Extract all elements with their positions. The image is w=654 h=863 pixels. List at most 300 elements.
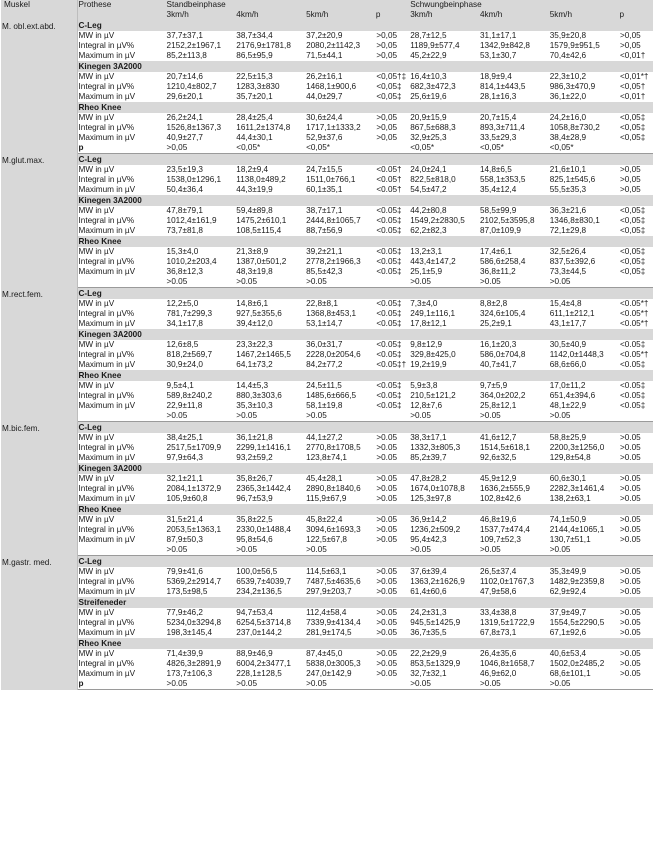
value-cell: 35,8±22,5 xyxy=(236,515,273,524)
value-cell: >0.05 xyxy=(305,277,375,288)
value-cell: 38,7±34,4 xyxy=(236,31,273,40)
prosthesis-name: C-Leg xyxy=(77,288,653,300)
value-cell: 25,1±5,9 xyxy=(410,267,442,276)
value-cell: 71,4±39,9 xyxy=(166,649,203,658)
p-value-cell: >0,05 xyxy=(618,185,653,195)
p-value-cell: >0.05 xyxy=(375,525,409,535)
p-value-cell: <0.05‡ xyxy=(618,340,653,350)
p-value-cell: >0,05 xyxy=(375,133,409,143)
value-cell: >0.05 xyxy=(549,545,619,556)
value-cell: 31,5±21,4 xyxy=(166,515,203,524)
value-cell: 237,0±144,2 xyxy=(236,628,282,637)
row-label xyxy=(77,545,166,556)
value-cell: 1674,0±1078,8 xyxy=(410,484,465,493)
p-value-cell: <0,01† xyxy=(618,92,653,102)
p-value-cell: <0,05‡ xyxy=(618,226,653,236)
value-cell: 88,7±56,9 xyxy=(306,226,343,235)
value-cell: 7,3±4,0 xyxy=(410,299,438,308)
value-cell: 44,1±27,2 xyxy=(306,433,343,442)
value-cell: 53,1±30,7 xyxy=(479,51,517,60)
value-cell: 1342,9±842,8 xyxy=(479,41,530,50)
value-cell: 837,5±392,6 xyxy=(549,257,596,266)
value-cell: 825,1±545,6 xyxy=(549,175,596,184)
row-label: Integral in µV% xyxy=(78,82,135,91)
value-cell: 85,5±42,3 xyxy=(306,267,343,276)
header-muskel: Muskel xyxy=(1,0,77,20)
value-cell: 44,0±29,7 xyxy=(306,92,343,101)
value-cell: 92,6±32,5 xyxy=(479,453,517,462)
row-label: MW in µV xyxy=(78,72,115,81)
value-cell: 33,5±29,3 xyxy=(479,133,517,142)
table-row xyxy=(1,679,653,690)
value-cell: 17,0±11,2 xyxy=(549,381,586,390)
value-cell: 32,1±21,1 xyxy=(166,474,203,483)
value-cell: 35,9±20,8 xyxy=(549,31,587,40)
value-cell: 12,8±7,6 xyxy=(410,401,442,410)
value-cell: 1012,4±161,9 xyxy=(166,216,217,225)
p-value-cell: >0.05 xyxy=(618,433,653,443)
p-value-cell: >0.05 xyxy=(618,494,653,504)
value-cell: 586,6±258,4 xyxy=(479,257,526,266)
table-body xyxy=(1,20,653,690)
p-value-cell: >0,05 xyxy=(375,51,409,61)
p-value-cell: <0,05‡ xyxy=(618,206,653,216)
value-cell: >0.05 xyxy=(479,545,549,556)
value-cell: 38,3±17,1 xyxy=(410,433,447,442)
value-cell: 2365,3±1442,4 xyxy=(236,484,291,493)
table-row xyxy=(1,669,653,679)
value-cell: 71,5±44,1 xyxy=(306,51,343,60)
table-row xyxy=(1,567,653,577)
value-cell: 1549,2±2830,5 xyxy=(410,216,465,225)
p-value-cell: >0.05 xyxy=(375,494,409,504)
value-cell: >0.05 xyxy=(166,679,236,690)
row-label: Maximum in µV xyxy=(78,360,136,369)
value-cell: 96,7±53,9 xyxy=(236,494,273,503)
p-value-cell: <0.05‡ xyxy=(375,267,409,277)
value-cell: 37,6±39,4 xyxy=(410,567,447,576)
table-row xyxy=(1,143,653,154)
row-label: Maximum in µV xyxy=(78,133,136,142)
p-value-cell: <0.05† xyxy=(375,165,409,175)
p-value-cell: >0.05 xyxy=(375,443,409,453)
row-label: Integral in µV% xyxy=(78,309,135,318)
p-value-cell: >0.05 xyxy=(375,535,409,545)
header-col: 4km/h xyxy=(479,10,503,19)
p-value-cell: >0,05 xyxy=(618,175,653,185)
value-cell: 85,2±113,8 xyxy=(166,51,207,60)
value-cell: 228,1±128,5 xyxy=(236,669,282,678)
value-cell: 297,9±203,7 xyxy=(306,587,352,596)
value-cell: 35,3±10,3 xyxy=(236,401,273,410)
row-label xyxy=(77,411,166,422)
p-value-cell: <0.05‡† xyxy=(375,360,409,370)
value-cell: 1142,0±1448,3 xyxy=(549,350,604,359)
p-value-cell: <0.05*† xyxy=(618,350,653,360)
p-value-cell: >0.05 xyxy=(375,659,409,669)
value-cell: 114,5±63,1 xyxy=(306,567,347,576)
group-header-row xyxy=(1,370,653,381)
value-cell: 47,8±79,1 xyxy=(166,206,203,215)
p-value-cell: >0.05 xyxy=(375,474,409,484)
p-value-cell: >0,05 xyxy=(618,31,653,41)
value-cell: 1526,8±1367,3 xyxy=(166,123,222,132)
header-col: 3km/h xyxy=(166,10,189,19)
value-cell: 94,7±53,4 xyxy=(236,608,273,617)
value-cell: 73,7±81,8 xyxy=(166,226,203,235)
value-cell: 93,2±59,2 xyxy=(236,453,273,462)
value-cell: 25,6±19,6 xyxy=(410,92,447,101)
value-cell: 1514,5±618,1 xyxy=(479,443,530,452)
p-value-cell xyxy=(375,411,409,422)
value-cell: 37,7±37,1 xyxy=(166,31,203,40)
value-cell: 24,0±24,1 xyxy=(410,165,447,174)
value-cell: 77,9±46,2 xyxy=(166,608,203,617)
value-cell: 20,9±15,9 xyxy=(410,113,447,122)
group-header-row xyxy=(1,463,653,474)
value-cell: 61,4±60,6 xyxy=(410,587,447,596)
value-cell: 2144,4±1065,1 xyxy=(549,525,605,534)
p-value-cell xyxy=(618,411,653,422)
value-cell: 1537,7±474,4 xyxy=(479,525,530,534)
value-cell: 45,4±28,1 xyxy=(306,474,343,483)
p-value-cell: <0.05‡ xyxy=(375,340,409,350)
table-row xyxy=(1,453,653,463)
value-cell: 125,3±97,8 xyxy=(410,494,452,503)
value-cell: 38,4±28,9 xyxy=(549,133,587,142)
row-label: MW in µV xyxy=(78,165,115,174)
value-cell: 138,2±63,1 xyxy=(549,494,591,503)
value-cell: 67,8±73,1 xyxy=(479,628,517,637)
row-label: MW in µV xyxy=(78,608,115,617)
p-value-cell: >0.05 xyxy=(618,659,653,669)
p-value-cell: <0,05‡ xyxy=(375,92,409,102)
muscle-name: M.rect.fem. xyxy=(1,288,77,422)
p-value-cell: >0.05 xyxy=(375,587,409,597)
p-value-cell: >0.05 xyxy=(618,515,653,525)
value-cell: 14,8±6,5 xyxy=(479,165,512,174)
value-cell: 59,4±89,8 xyxy=(236,206,273,215)
value-cell: 24,2±31,3 xyxy=(410,608,447,617)
value-cell: >0,05 xyxy=(166,143,236,154)
header-schwungbeinphase: Schwungbeinphase xyxy=(410,0,482,9)
p-value-cell: <0.05‡ xyxy=(375,309,409,319)
table-row xyxy=(1,277,653,288)
value-cell: 1368,8±453,1 xyxy=(306,309,357,318)
prosthesis-name: C-Leg xyxy=(77,556,653,568)
value-cell: 39,2±21,1 xyxy=(306,247,343,256)
muscle-name: M.glut.max. xyxy=(1,154,77,288)
value-cell: 38,4±25,1 xyxy=(166,433,203,442)
p-value-cell: >0.05 xyxy=(375,567,409,577)
row-label: Integral in µV% xyxy=(78,443,135,452)
value-cell: 15,4±4,8 xyxy=(549,299,582,308)
value-cell: 25,8±12,1 xyxy=(479,401,517,410)
value-cell: 85,2±39,7 xyxy=(410,453,447,462)
value-cell: 48,1±22,9 xyxy=(549,401,587,410)
value-cell: 2778,2±1966,3 xyxy=(306,257,361,266)
value-cell: 12,2±5,0 xyxy=(166,299,199,308)
value-cell: 62,9±92,4 xyxy=(549,587,587,596)
p-value-cell: <0,05‡ xyxy=(618,267,653,277)
row-label: MW in µV xyxy=(78,567,115,576)
p-value-cell xyxy=(375,679,409,690)
value-cell: 3094,6±1693,3 xyxy=(306,525,361,534)
value-cell: 58,8±25,9 xyxy=(549,433,587,442)
table-row xyxy=(1,247,653,257)
p-value-cell: <0,05† xyxy=(618,82,653,92)
p-value-cell xyxy=(618,679,653,690)
value-cell: >0.05 xyxy=(479,277,549,288)
value-cell: 54,5±47,2 xyxy=(410,185,447,194)
table-row xyxy=(1,608,653,618)
value-cell: 35,3±49,9 xyxy=(549,567,587,576)
p-value-cell: >0,05 xyxy=(375,123,409,133)
value-cell: 44,4±30,1 xyxy=(236,133,273,142)
p-value-cell: <0.05‡ xyxy=(375,350,409,360)
prosthesis-name: Rheo Knee xyxy=(77,638,653,649)
group-header-row xyxy=(1,597,653,608)
header-standbeinphase: Standbeinphase xyxy=(166,0,226,9)
p-value-cell: >0.05 xyxy=(375,453,409,463)
p-value-cell: >0.05 xyxy=(618,618,653,628)
group-header-row xyxy=(1,329,653,340)
value-cell: 682,3±472,3 xyxy=(410,82,456,91)
value-cell: 72,1±29,8 xyxy=(549,226,587,235)
value-cell: 22,8±8,1 xyxy=(306,299,338,308)
value-cell: 60,1±35,1 xyxy=(306,185,343,194)
muscle-name: M.gastr. med. xyxy=(1,556,77,690)
group-header-row xyxy=(1,504,653,515)
value-cell: 68,6±66,0 xyxy=(549,360,587,369)
table-row xyxy=(1,494,653,504)
value-cell: 23,5±19,3 xyxy=(166,165,203,174)
value-cell: 1210,4±802,7 xyxy=(166,82,217,91)
value-cell: 97,9±64,3 xyxy=(166,453,203,462)
table-row xyxy=(1,92,653,102)
value-cell: 2228,0±2054,6 xyxy=(306,350,361,359)
value-cell: 8,8±2,8 xyxy=(479,299,508,308)
value-cell: 4826,3±2891,9 xyxy=(166,659,222,668)
value-cell: 28,4±25,4 xyxy=(236,113,273,122)
value-cell: 32,5±26,4 xyxy=(549,247,587,256)
value-cell: 58,5±99,9 xyxy=(479,206,517,215)
table-row xyxy=(1,72,653,82)
value-cell: <0,05* xyxy=(479,143,549,154)
p-value-cell: <0.05‡ xyxy=(375,226,409,236)
row-label: Maximum in µV xyxy=(78,453,136,462)
value-cell: 17,8±12,1 xyxy=(410,319,447,328)
value-cell: 41,6±12,7 xyxy=(479,433,517,442)
value-cell: 249,1±116,1 xyxy=(410,309,456,318)
group-header-row xyxy=(1,20,653,31)
value-cell: 47,9±58,6 xyxy=(479,587,517,596)
emg-results-table xyxy=(1,0,653,690)
value-cell: 2176,9±1781,8 xyxy=(236,41,291,50)
row-label: Maximum in µV xyxy=(78,319,136,328)
value-cell: <0,05* xyxy=(549,143,619,154)
value-cell: 88,9±46,9 xyxy=(236,649,273,658)
p-value-cell: <0,05‡ xyxy=(375,82,409,92)
value-cell: 32,7±32,1 xyxy=(410,669,447,678)
value-cell: 30,5±40,9 xyxy=(549,340,587,349)
value-cell: 867,5±688,3 xyxy=(410,123,456,132)
value-cell: 36,7±35,5 xyxy=(410,628,447,637)
table-row xyxy=(1,133,653,143)
value-cell: 31,1±17,1 xyxy=(479,31,517,40)
value-cell: 30,9±24,0 xyxy=(166,360,203,369)
value-cell: 173,7±106,3 xyxy=(166,669,213,678)
value-cell: 1046,8±1658,7 xyxy=(479,659,535,668)
value-cell: >0.05 xyxy=(409,545,479,556)
value-cell: 108,5±115,4 xyxy=(236,226,282,235)
prosthesis-name: C-Leg xyxy=(77,20,653,31)
table-row xyxy=(1,525,653,535)
value-cell: 115,9±67,9 xyxy=(306,494,347,503)
p-value-cell: >0.05 xyxy=(618,443,653,453)
value-cell: 87,0±109,9 xyxy=(479,226,521,235)
value-cell: 1467,2±1465,5 xyxy=(236,350,291,359)
table-row xyxy=(1,113,653,123)
value-cell: 6254,5±3714,8 xyxy=(236,618,291,627)
p-value-cell: >0,05 xyxy=(375,41,409,51)
value-cell: 58,1±19,8 xyxy=(306,401,343,410)
value-cell: 36,1±22,0 xyxy=(549,92,587,101)
row-label: Maximum in µV xyxy=(78,494,136,503)
row-label: MW in µV xyxy=(78,31,115,40)
value-cell: 25,2±9,1 xyxy=(479,319,512,328)
value-cell: 1283,3±830 xyxy=(236,82,280,91)
value-cell: 36,8±11,2 xyxy=(479,267,516,276)
row-label: Integral in µV% xyxy=(78,577,135,586)
value-cell: 6539,7±4039,7 xyxy=(236,577,291,586)
value-cell: 36,0±31,7 xyxy=(306,340,343,349)
prosthesis-name: Kinegen 3A2000 xyxy=(77,329,653,340)
p-value-cell: >0,05 xyxy=(618,165,653,175)
value-cell: 122,5±67,8 xyxy=(306,535,347,544)
value-cell: 26,5±37,4 xyxy=(479,567,517,576)
value-cell: 9,7±5,9 xyxy=(479,381,508,390)
value-cell: 35,4±12,4 xyxy=(479,185,517,194)
table-row xyxy=(1,350,653,360)
value-cell: 48,3±19,8 xyxy=(236,267,273,276)
value-cell: 33,4±38,8 xyxy=(479,608,517,617)
value-cell: >0.05 xyxy=(305,679,375,690)
value-cell: 7339,9±4134,4 xyxy=(306,618,361,627)
value-cell: 281,9±174,5 xyxy=(306,628,352,637)
value-cell: 2200,3±1256,0 xyxy=(549,443,605,452)
table-header-row-1 xyxy=(1,0,653,10)
table-row xyxy=(1,226,653,236)
prosthesis-name: Rheo Knee xyxy=(77,236,653,247)
value-cell: 20,7±15,4 xyxy=(479,113,517,122)
value-cell: 52,9±37,6 xyxy=(306,133,343,142)
value-cell: 2444,8±1065,7 xyxy=(306,216,361,225)
value-cell: 36,3±21,6 xyxy=(549,206,587,215)
p-value-cell: <0.05*† xyxy=(618,309,653,319)
value-cell: 46,9±62,0 xyxy=(479,669,517,678)
value-cell: 102,8±42,6 xyxy=(479,494,521,503)
value-cell: 1554,5±2290,5 xyxy=(549,618,605,627)
table-row xyxy=(1,31,653,41)
value-cell: 9,8±12,9 xyxy=(410,340,442,349)
value-cell: 880,3±303,6 xyxy=(236,391,282,400)
row-label: Integral in µV% xyxy=(78,484,135,493)
p-value-cell: <0,01† xyxy=(618,51,653,61)
value-cell: 74,1±50,9 xyxy=(549,515,587,524)
p-value-cell: >0,05 xyxy=(618,41,653,51)
row-label: Integral in µV% xyxy=(78,123,135,132)
row-label: Maximum in µV xyxy=(78,92,136,101)
table-row xyxy=(1,51,653,61)
header-col: 5km/h xyxy=(549,10,573,19)
value-cell: <0,05* xyxy=(409,143,479,154)
table-row xyxy=(1,401,653,411)
p-value-cell: <0.05‡ xyxy=(375,401,409,411)
value-cell: 129,8±54,8 xyxy=(549,453,591,462)
row-label: Maximum in µV xyxy=(78,535,136,544)
row-label: Maximum in µV xyxy=(78,185,136,194)
row-label: Maximum in µV xyxy=(78,628,136,637)
value-cell: 32,9±25,3 xyxy=(410,133,447,142)
value-cell: 16,1±20,3 xyxy=(479,340,517,349)
p-value-cell: >0.05 xyxy=(375,608,409,618)
value-cell: 14,4±5,3 xyxy=(236,381,269,390)
header-col: p xyxy=(619,10,625,19)
value-cell: 234,2±136,5 xyxy=(236,587,282,596)
value-cell: >0.05 xyxy=(305,411,375,422)
value-cell: 198,3±145,4 xyxy=(166,628,213,637)
p-value-cell: <0.05† xyxy=(375,185,409,195)
value-cell: 1102,0±1767,3 xyxy=(479,577,534,586)
value-cell: 40,7±41,7 xyxy=(479,360,517,369)
table-row xyxy=(1,411,653,422)
table-row xyxy=(1,433,653,443)
prosthesis-name: Kinegen 3A2000 xyxy=(77,195,653,206)
table-row xyxy=(1,123,653,133)
value-cell: 1346,8±830,1 xyxy=(549,216,600,225)
value-cell: 17,4±6,1 xyxy=(479,247,512,256)
value-cell: 112,4±58,4 xyxy=(306,608,347,617)
p-value-cell: <0.05‡ xyxy=(618,360,653,370)
p-value-cell xyxy=(375,545,409,556)
value-cell: 1363,2±1626,9 xyxy=(410,577,465,586)
value-cell: 927,5±355,6 xyxy=(236,309,282,318)
value-cell: 893,3±711,4 xyxy=(479,123,525,132)
value-cell: 24,7±15,5 xyxy=(306,165,343,174)
row-label xyxy=(77,277,166,288)
p-value-cell: >0,05 xyxy=(375,31,409,41)
p-value-cell: >0.05 xyxy=(375,649,409,659)
value-cell: 28,7±12,5 xyxy=(410,31,447,40)
value-cell: 6004,2±3477,1 xyxy=(236,659,291,668)
row-label: MW in µV xyxy=(78,299,115,308)
group-header-row xyxy=(1,556,653,568)
table-row xyxy=(1,340,653,350)
value-cell: >0.05 xyxy=(166,545,236,556)
value-cell: 5369,2±2914,7 xyxy=(166,577,222,586)
table-row xyxy=(1,474,653,484)
value-cell: 21,6±10,1 xyxy=(549,165,587,174)
table-row xyxy=(1,381,653,391)
muscle-name: M. obl.ext.abd. xyxy=(1,20,77,154)
value-cell: 1138,0±489,2 xyxy=(236,175,286,184)
table-row xyxy=(1,319,653,329)
value-cell: 13,2±3,1 xyxy=(410,247,442,256)
value-cell: 173,5±98,5 xyxy=(166,587,208,596)
table-row xyxy=(1,41,653,51)
value-cell: 22,9±11,8 xyxy=(166,401,203,410)
